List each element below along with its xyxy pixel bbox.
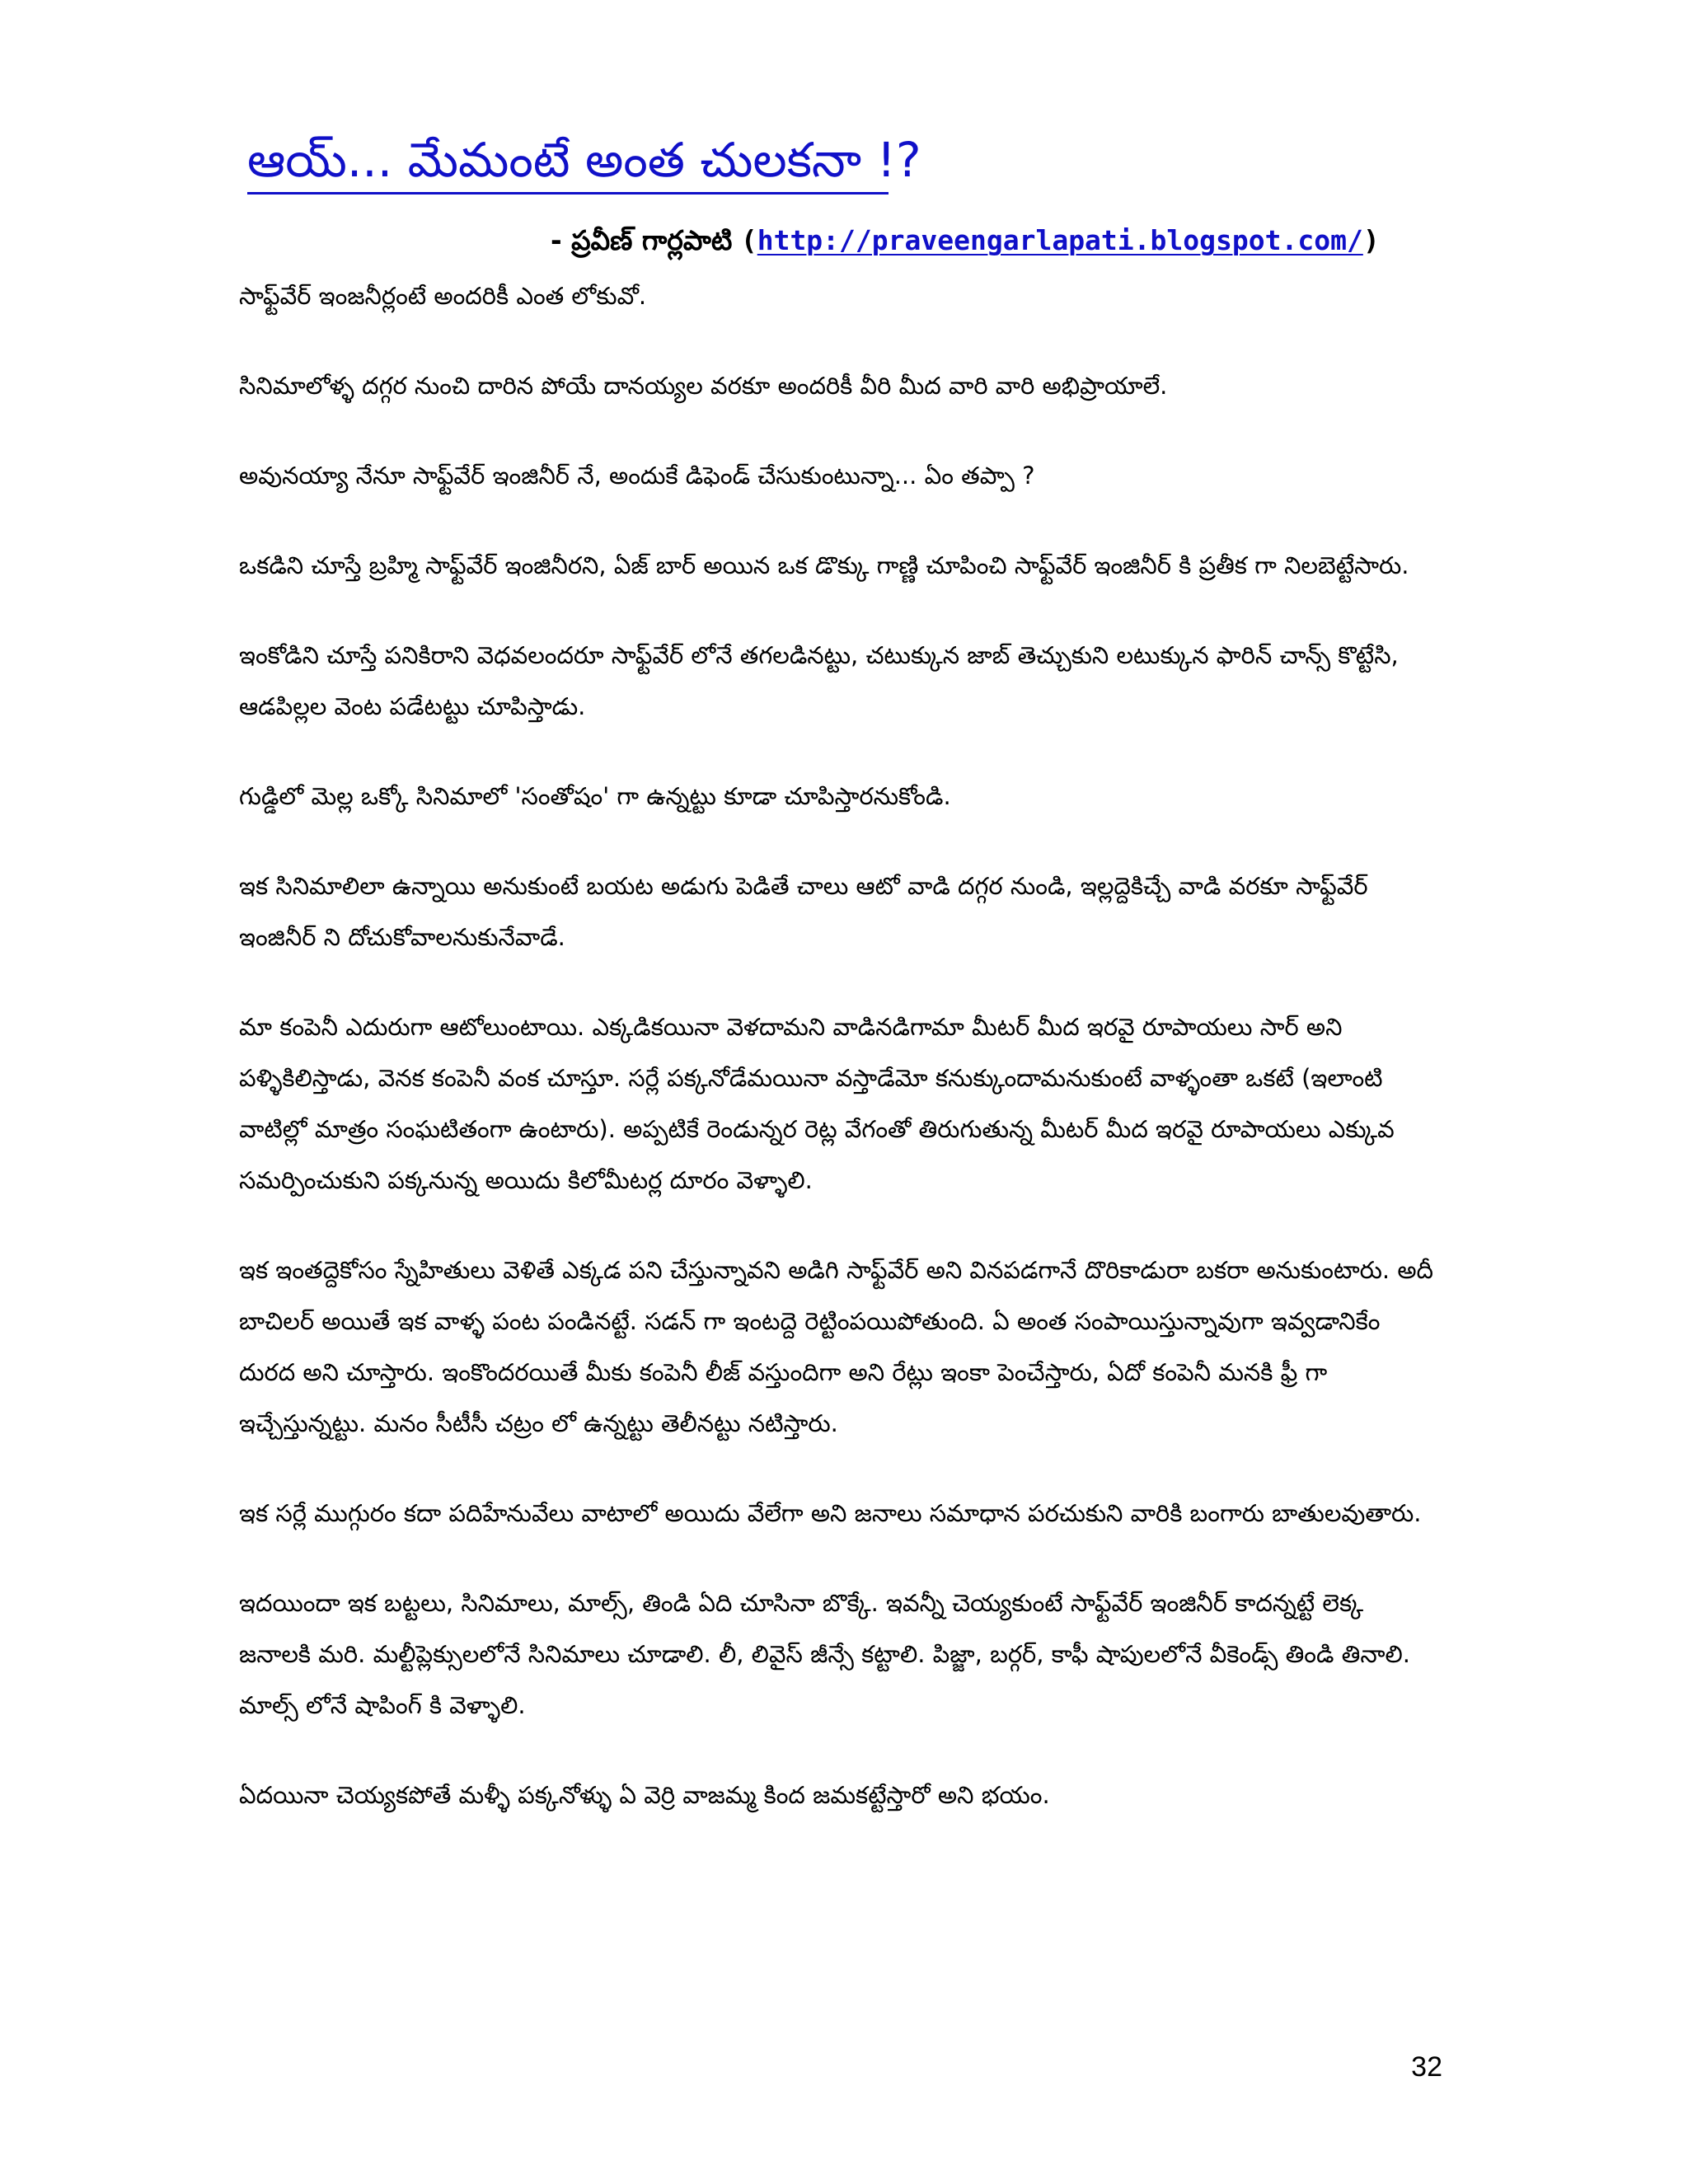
paragraph: ఇక ఇంతద్దెకోసం స్నేహితులు వెళితే ఎక్కడ పని చేస్తున్నావని అడిగి సాఫ్ట్‌వేర్ అని వినపడగానే దొరికాడురా బకరా అనుకుంటారు. అదీ బాచిలర్ అయితే ఇక వాళ్ళ పంట పండినట్టే. సడన్ గా ఇంటద్దె రెట్టింపయిపోతుంది. ఏ అంత సంపాయిస్తున్నావుగా ఇవ్వడానికేం దురద అని చూస్తారు. ఇంకొందరయితే మీకు కంపెనీ లీజ్ వస్తుందిగా అని రేట్లు ఇంకా పెంచేస్తారు, ఏదో కంపెనీ మనకి ఫ్రీ గా ఇచ్చేస్తున్నట్టు. మనం సీటీసీ చట్రం లో ఉన్నట్టు తెలీనట్టు నటిస్తారు.	[239, 1256, 1433, 1437]
page-number: 32	[1411, 2051, 1442, 2083]
article-body	[239, 270, 1442, 1859]
paragraph: అవునయ్యా నేనూ సాఫ్ట్‌వేర్ ఇంజినీర్ నే, అందుకే డిఫెండ్ చేసుకుంటున్నా... ఏం తప్పా ?	[239, 462, 1035, 490]
article-title: ఆయ్... మేమంటే అంత చులకనా !?	[247, 132, 921, 188]
paragraph: ఒకడిని చూస్తే బ్రహ్మి సాఫ్ట్‌వేర్ ఇంజినీరని, ఏజ్ బార్ అయిన ఒక డొక్కు గాణ్ణి చూపించి సాఫ్ట్‌వేర్ ఇంజినీర్ కి ప్రతీక గా నిలబెట్టేసారు.	[239, 551, 1409, 579]
byline-author: - ప్రవీణ్ గార్లపాటి	[551, 224, 733, 256]
byline-close-paren: )	[1362, 224, 1380, 256]
paragraph: ఇదయిందా ఇక బట్టలు, సినిమాలు, మాల్స్, తిండి ఏది చూసినా బొక్కే. ఇవన్నీ చెయ్యకుంటే సాఫ్ట్‌వేర్ ఇంజినీర్ కాదన్నట్టే లెక్క జనాలకి మరి. మల్టీప్లెక్సులలోనే సినిమాలు చూడాలి. లీ, లివైస్ జీన్సే కట్టాలి. పిజ్జా, బర్గర్, కాఫీ షాపులలోనే వీకెండ్స్ తిండి తినాలి. మాల్స్ లోనే షాపింగ్ కి వెళ్ళాలి.	[239, 1589, 1410, 1719]
paragraph: ఇక సినిమాలిలా ఉన్నాయి అనుకుంటే బయట అడుగు పెడితే చాలు ఆటో వాడి దగ్గర నుండి, ఇల్లద్దెకిచ్చే వాడి వరకూ సాఫ్ట్‌వేర్ ఇంజినీర్ ని దోచుకోవాలనుకునేవాడే.	[239, 872, 1368, 951]
title-underline	[247, 192, 889, 194]
byline-open-paren: (	[740, 224, 757, 256]
paragraph: మా కంపెనీ ఎదురుగా ఆటోలుంటాయి. ఎక్కడికయినా వెళదామని వాడినడిగామా మీటర్ మీద ఇరవై రూపాయలు సార్ అని పళ్ళికిలిస్తాడు, వెనక కంపెనీ వంక చూస్తూ. సర్లే పక్కనోడేమయినా వస్తాడేమో కనుక్కుందామనుకుంటే వాళ్ళంతా ఒకటే (ఇలాంటి వాటిల్లో మాత్రం సంఘటితంగా ఉంటారు). అప్పటికే రెండున్నర రెట్ల వేగంతో తిరుగుతున్న మీటర్ మీద ఇరవై రూపాయలు ఎక్కువ సమర్పించుకుని పక్కనున్న అయిదు కిలోమీటర్ల దూరం వెళ్ళాలి.	[239, 1013, 1395, 1194]
blog-link[interactable]: http://praveengarlapati.blogspot.com/	[757, 224, 1363, 256]
paragraph: సినిమాలోళ్ళ దగ్గర నుంచి దారిన పోయే దానయ్యల వరకూ అందరికీ వీరి మీద వారి వారి అభిప్రాయాలే.	[239, 372, 1168, 400]
paragraph: గుడ్డిలో మెల్ల ఒక్కో సినిమాలో 'సంతోషం' గా ఉన్నట్టు కూడా చూపిస్తారనుకోండి.	[239, 782, 951, 810]
paragraph: సాఫ్ట్‌వేర్ ఇంజనీర్లంటే అందరికీ ఎంత లోకువో.	[239, 282, 647, 310]
byline	[551, 221, 1380, 260]
paragraph: ఇంకోడిని చూస్తే పనికిరాని వెధవలందరూ సాఫ్ట్‌వేర్ లోనే తగలడినట్టు, చటుక్కున జాబ్ తెచ్చుకుని లటుక్కున ఫారిన్ చాన్స్ కొట్టేసి, ఆడపిల్లల వెంట పడేటట్టు చూపిస్తాడు.	[239, 641, 1399, 720]
paragraph: ఇక సర్లే ముగ్గురం కదా పదిహేనువేలు వాటాలో అయిదు వేలేగా అని జనాలు సమాధాన పరచుకుని వారికి బంగారు బాతులవుతారు.	[239, 1499, 1422, 1527]
paragraph: ఏదయినా చెయ్యకపోతే మళ్ళీ పక్కనోళ్ళు ఏ వెర్రి వాజమ్మ కింద జమకట్టేస్తారో అని భయం.	[239, 1781, 1050, 1809]
